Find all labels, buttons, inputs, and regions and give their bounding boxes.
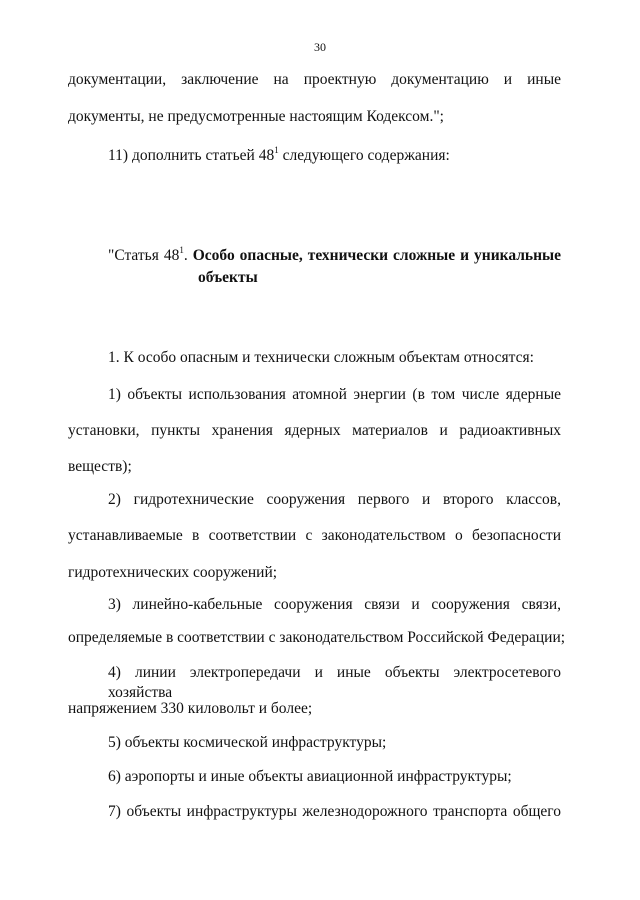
paragraph: 1. К особо опасным и технически сложным объектам относятся: <box>108 349 534 366</box>
article-prefix: "Статья 48 <box>108 247 180 264</box>
list-item-continued: установки, пункты хранения ядерных материалов и радиоактивных <box>68 422 561 439</box>
list-item: 4) линии электропередачи и иные объекты электросетевого хозяйства <box>108 664 561 701</box>
amendment-line <box>108 146 450 166</box>
text-line: документы, не предусмотренные настоящим Кодексом."; <box>68 108 444 125</box>
list-item: 7) объекты инфраструктуры железнодорожного транспорта общего <box>108 803 561 820</box>
list-item-continued: веществ); <box>68 458 132 475</box>
amendment-text: следующего содержания: <box>278 147 450 164</box>
list-item-continued: напряжением 330 киловольт и более; <box>68 700 313 717</box>
article-title: Особо опасные, технически сложные и уникальные <box>192 247 562 264</box>
list-item-continued: устанавливаемые в соответствии с законодательством о безопасности <box>68 527 561 544</box>
list-item: 1) объекты использования атомной энергии (в том числе ядерные <box>108 386 561 403</box>
article-heading <box>108 245 561 289</box>
list-item-continued: определяемые в соответствии с законодательством Российской Федерации; <box>68 629 566 646</box>
page-number: 30 <box>314 40 326 54</box>
superscript: 1 <box>179 245 184 255</box>
list-item: 2) гидротехнические сооружения первого и второго классов, <box>108 491 561 508</box>
text-line: документации, заключение на проектную документацию и иные <box>68 71 561 88</box>
list-item: 6) аэропорты и иные объекты авиационной инфраструктуры; <box>108 768 512 785</box>
amendment-text: 11) дополнить статьей 48 <box>108 147 275 164</box>
list-item: 3) линейно-кабельные сооружения связи и сооружения связи, <box>108 596 561 613</box>
list-item-continued: гидротехнических сооружений; <box>68 564 278 581</box>
list-item: 5) объекты космической инфраструктуры; <box>108 734 387 751</box>
superscript: 1 <box>274 145 279 155</box>
article-title-continued: объекты <box>198 269 258 286</box>
article-dot: . <box>183 247 193 264</box>
